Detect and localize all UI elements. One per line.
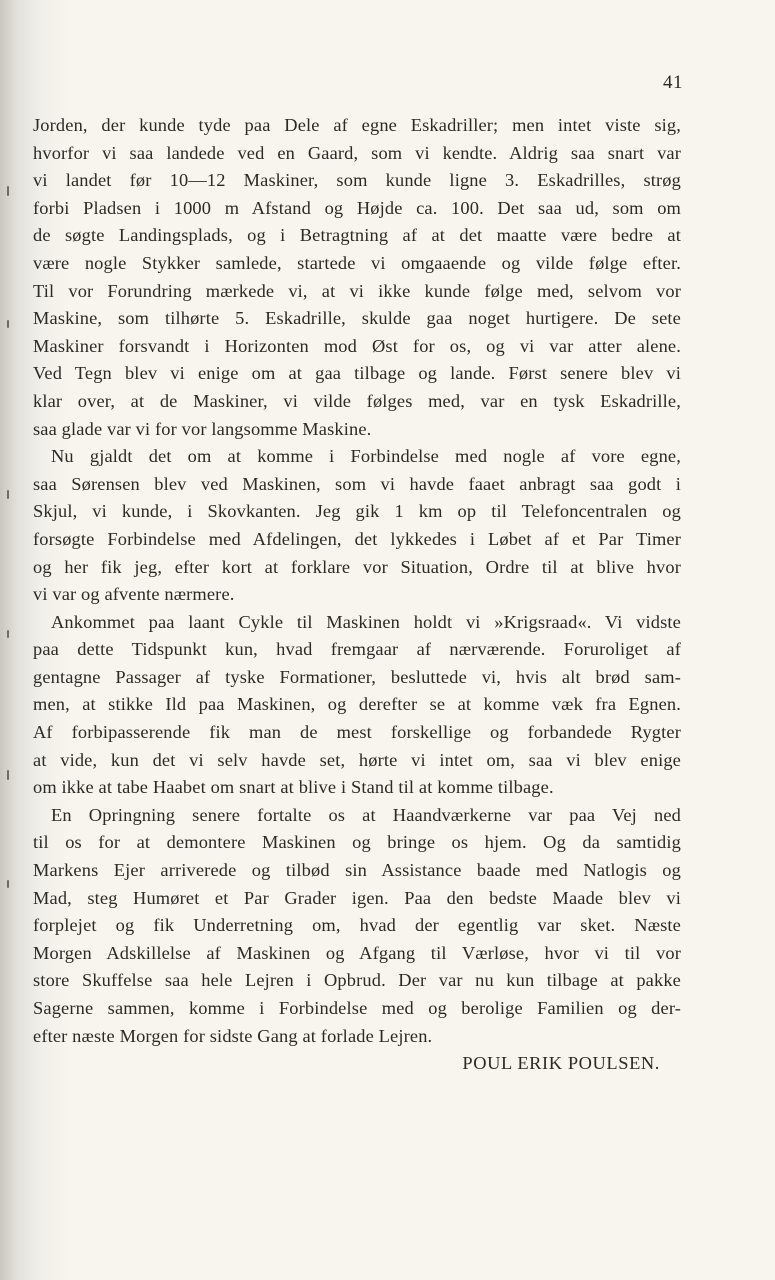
text-line: Maskiner forsvandt i Horizonten mod Øst for os, og vi var atter alene. [33, 335, 681, 356]
text-line: vi var og afvente nærmere. [33, 584, 235, 605]
text-line: at vide, kun det vi selv havde set, hørte vi intet om, saa vi blev enige [33, 749, 681, 770]
text-line: klar over, at de Maskiner, vi vilde følges med, var en tysk Eskadrille, [33, 390, 681, 411]
text-line: forsøgte Forbindelse med Afdelingen, det lykkedes i Løbet af et Par Timer [33, 528, 681, 549]
text-line: Til vor Forundring mærkede vi, at vi ikke kunde følge med, selvom vor [33, 280, 681, 301]
text-line: om ikke at tabe Haabet om snart at blive i Stand til at komme tilbage. [33, 777, 554, 798]
text-line: være nogle Stykker samlede, startede vi omgaaende og vilde følge efter. [33, 252, 681, 273]
text-line: Sagerne sammen, komme i Forbindelse med og berolige Familien og der- [33, 998, 681, 1018]
text-line: saa Sørensen blev ved Maskinen, som vi havde faaet anbragt saa godt i [33, 473, 681, 494]
text-line: Nu gjaldt det om at komme i Forbindelse med nogle af vore egne, [51, 446, 681, 467]
text-line: til os for at demontere Maskinen og bringe os hjem. Og da samtidig [33, 832, 681, 853]
text-line: efter næste Morgen for sidste Gang at forlade Lejren. [33, 1025, 433, 1046]
text-line: store Skuffelse saa hele Lejren i Opbrud. Der var nu kun tilbage at pakke [33, 970, 681, 991]
text-line: forbi Pladsen i 1000 m Afstand og Højde ca. 100. Det saa ud, som om [33, 197, 681, 218]
author-signature: POUL ERIK POULSEN. [462, 1053, 660, 1073]
text-line: Mad, steg Humøret et Par Grader igen. Paa den bedste Maade blev vi [33, 887, 681, 908]
text-line: saa glade var vi for vor langsomme Maskine. [33, 418, 372, 439]
text-line: hvorfor vi saa landede ved en Gaard, som vi kendte. Aldrig saa snart var [33, 142, 681, 163]
text-line: vi landet før 10—12 Maskiner, som kunde ligne 3. Eskadrilles, strøg [33, 170, 681, 191]
text-line: og her fik jeg, efter kort at forklare vor Situation, Ordre til at blive hvor [33, 556, 681, 577]
page-number: 41 [663, 72, 683, 93]
text-line: En Opringning senere fortalte os at Haandværkerne var paa Vej ned [51, 804, 681, 825]
text-line: Jorden, der kunde tyde paa Dele af egne Eskadriller; men intet viste sig, [33, 115, 681, 135]
text-line: Morgen Adskillelse af Maskinen og Afgang til Værløse, hvor vi til vor [33, 942, 681, 963]
text-line: Ankommet paa laant Cykle til Maskinen holdt vi »Krigsraad«. Vi vidste [51, 611, 681, 632]
text-line: forplejet og fik Underretning om, hvad der egentlig var sket. Næste [33, 915, 681, 936]
text-line: Ved Tegn blev vi enige om at gaa tilbage og lande. Først senere blev vi [33, 363, 681, 384]
text-line: paa dette Tidspunkt kun, hvad fremgaar af nærværende. Foruroliget af [33, 639, 681, 660]
text-line: Af forbipasserende fik man de mest forskellige og forbandede Rygter [33, 722, 681, 743]
text-line: Markens Ejer arriverede og tilbød sin Assistance baade med Natlogis og [33, 860, 681, 881]
text-line: de søgte Landingsplads, og i Betragtning af at det maatte være bedre at [33, 225, 681, 246]
text-line: gentagne Passager af tyske Formationer, besluttede vi, hvis alt brød sam- [33, 666, 681, 687]
text-line: Skjul, vi kunde, i Skovkanten. Jeg gik 1 km op til Telefoncentralen og [33, 501, 681, 522]
text-line: men, at stikke Ild paa Maskinen, og derefter se at komme væk fra Egnen. [33, 694, 681, 715]
text-line: Maskine, som tilhørte 5. Eskadrille, skulde gaa noget hurtigere. De sete [33, 308, 681, 329]
margin-marks [4, 180, 18, 880]
body-text [33, 112, 681, 1050]
